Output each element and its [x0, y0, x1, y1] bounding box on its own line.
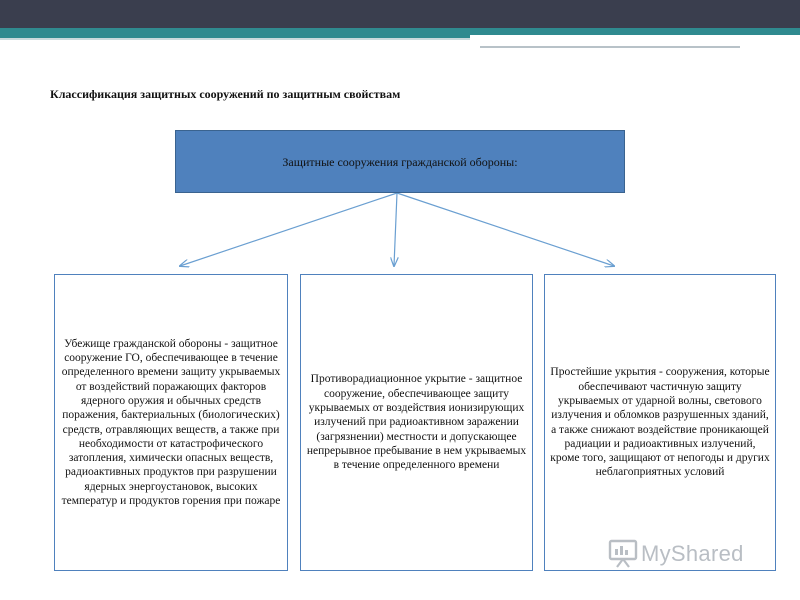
- node-civil-defense-shelter: [54, 274, 288, 571]
- slide-title: Классификация защитных сооружений по защитным свойствам: [50, 87, 401, 101]
- node-text: Противорадиационное укрытие - защитное сооружение, обеспечивающее защиту укрываемых от воздействия ионизирующих излучений при радиоактивном заражении (загрязнении) местности и допускающее непрерывное пребывание в нем укрываемых в течение определенного времени: [306, 373, 527, 472]
- node-text: Простейшие укрытия - сооружения, которые обеспечивают частичную защиту укрываемых от ударной волны, светового излучения и обломков разрушенных зданий, а также снижают воздействие проникающей радиации и радиоактивных излучений, кроме того, защищают от непогоды и других неблагоприятных условий: [550, 366, 770, 479]
- node-simple-cover: [544, 274, 776, 571]
- node-text: Убежище гражданской обороны - защитное сооружение ГО, обеспечивающее в течение определенного времени защиту укрываемых от воздействий поражающих факторов ядерного оружия и обычных средств поражения, бактериальных (биологических) средств, отравляющих веществ, а также при необходимости от катастрофического затопления, химически опасных веществ, радиоактивных продуктов при разрушении ядерных энергоустановок, высоких температур и продуктов горения при пожаре: [61, 337, 281, 507]
- arrow-to-radiation-cover: [394, 193, 397, 266]
- presentation-icon: [607, 539, 641, 569]
- root-node-label: Защитные сооружения гражданской обороны:: [282, 154, 518, 169]
- root-node: [175, 130, 625, 193]
- watermark-logo: [607, 539, 744, 569]
- arrow-to-simple-cover: [397, 193, 614, 266]
- node-anti-radiation-cover: [300, 274, 533, 571]
- watermark-text: MyShared: [641, 541, 744, 566]
- arrow-to-shelter: [180, 193, 397, 266]
